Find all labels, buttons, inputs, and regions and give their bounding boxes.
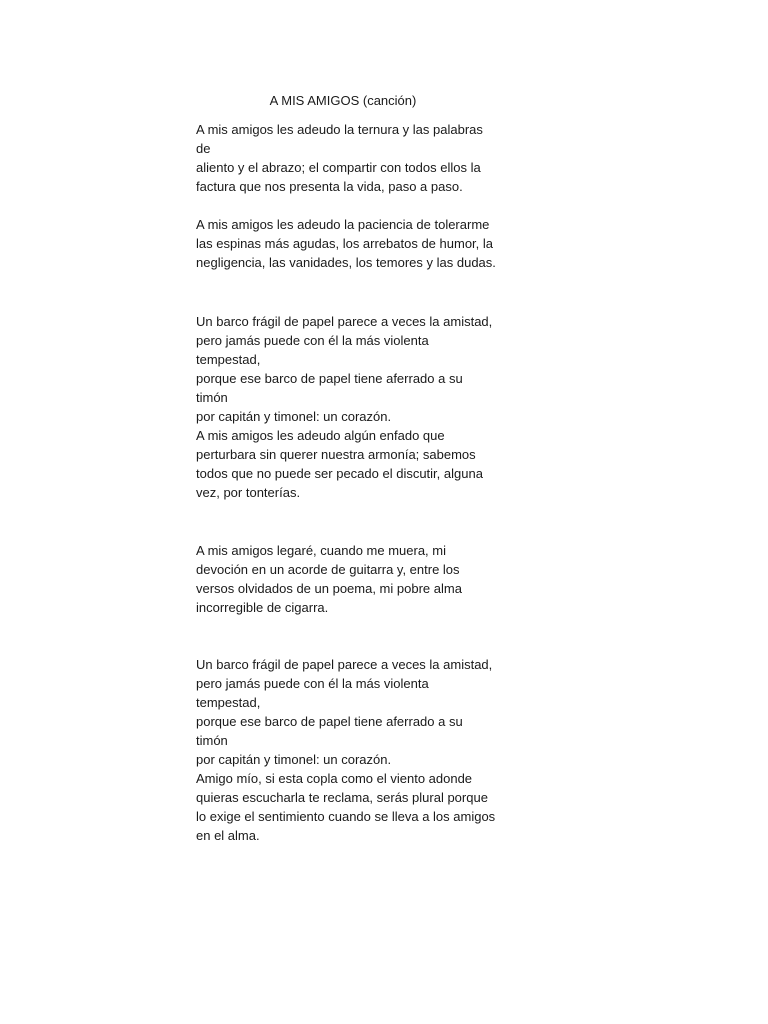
stanza-5: A mis amigos legaré, cuando me muera, mi devoción en un acorde de guitarra y, entre los versos olvidados de un poema, mi pobre alma incorregible de cigarra. <box>196 543 462 615</box>
stanza-2: A mis amigos les adeudo la paciencia de tolerarme las espinas más agudas, los arrebatos de humor, la negligencia, las vanidades, los temores y las dudas. <box>196 217 496 270</box>
stanza-4: A mis amigos les adeudo algún enfado que perturbara sin querer nuestra armonía; sabemos todos que no puede ser pecado el discutir, alguna vez, por tonterías. <box>196 428 483 500</box>
stanza-7: Amigo mío, si esta copla como el viento adonde quieras escucharla te reclama, serás plural porque lo exige el sentimiento cuando se lleva a los amigos en el alma. <box>196 771 496 843</box>
stanza-6: Un barco frágil de papel parece a veces la amistad, pero jamás puede con él la más violenta tempestad, porque ese barco de papel tiene aferrado a su timón por capitán y timonel: un corazón. <box>196 657 493 767</box>
stanza-1: A mis amigos les adeudo la ternura y las palabras de aliento y el abrazo; el compartir con todos ellos la factura que nos presenta la vida, paso a paso. <box>196 122 483 194</box>
page-title: A MIS AMIGOS (canción) <box>269 93 417 108</box>
stanza-3: Un barco frágil de papel parece a veces la amistad, pero jamás puede con él la más violenta tempestad, porque ese barco de papel tiene aferrado a su timón por capitán y timonel: un corazón. <box>196 314 493 424</box>
